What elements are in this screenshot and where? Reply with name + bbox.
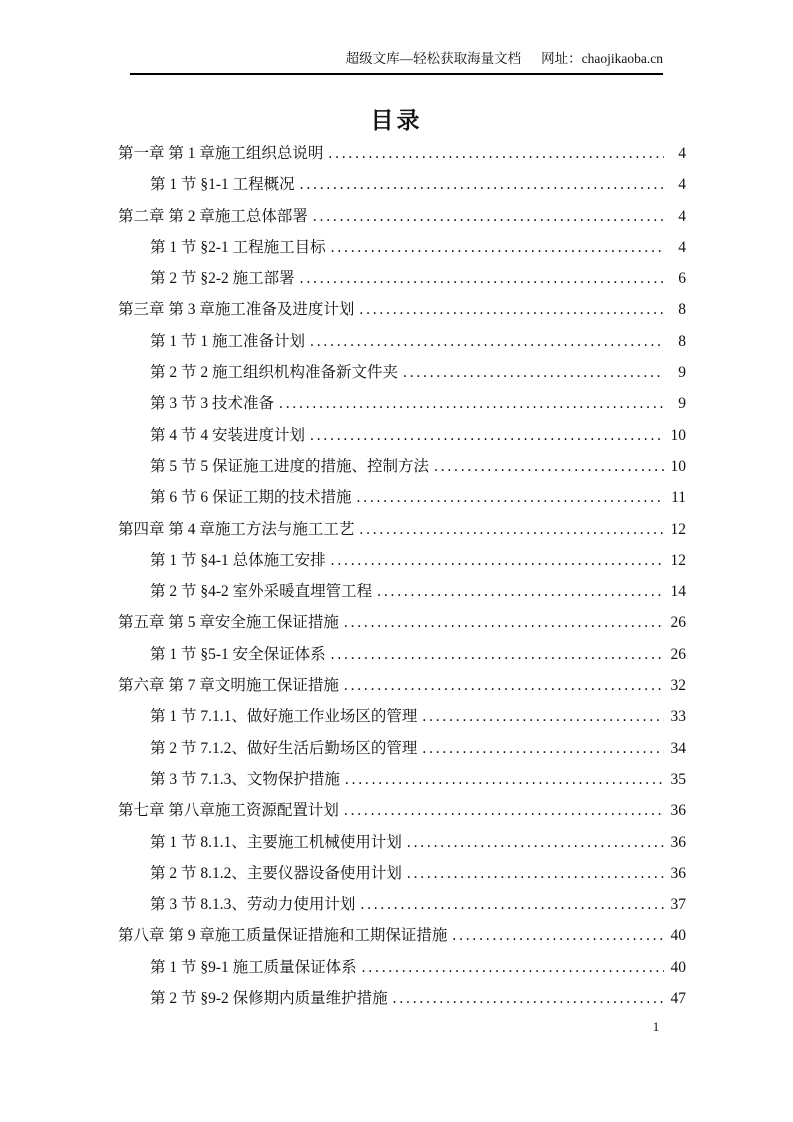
toc-entry-label: 第 1 节 7.1.1、做好施工作业场区的管理 xyxy=(150,708,418,726)
toc-entry-page: 34 xyxy=(670,739,686,757)
toc-entry-label: 第 1 节 1 施工准备计划 xyxy=(150,332,306,350)
toc-entry xyxy=(118,733,686,764)
toc-entry xyxy=(118,701,686,732)
toc-leader-dots xyxy=(310,326,664,357)
toc-entry-label: 第 2 节 8.1.2、主要仪器设备使用计划 xyxy=(150,864,402,882)
toc-entry-label: 第三章 第 3 章施工准备及进度计划 xyxy=(118,301,355,319)
toc-entry-label: 第二章 第 2 章施工总体部署 xyxy=(118,207,308,225)
toc-entry-page: 8 xyxy=(678,301,686,319)
header-url: 网址：chaojikaoba.cn xyxy=(541,51,663,66)
toc-entry-page: 12 xyxy=(670,551,686,569)
toc-leader-dots xyxy=(452,920,664,951)
toc-entry-page: 4 xyxy=(678,145,686,162)
toc-entry-page: 10 xyxy=(670,426,686,444)
toc-entry-page: 8 xyxy=(678,332,686,350)
toc-entry xyxy=(118,232,686,263)
toc-entry-label: 第五章 第 5 章安全施工保证措施 xyxy=(118,614,339,632)
toc-leader-dots xyxy=(359,294,664,325)
toc-leader-dots xyxy=(344,670,664,701)
toc-leader-dots xyxy=(377,576,664,607)
toc-entry xyxy=(118,639,686,670)
toc-entry xyxy=(118,482,686,513)
toc-entry-page: 4 xyxy=(678,176,686,194)
toc-entry-page: 32 xyxy=(670,677,686,695)
toc-entry xyxy=(118,294,686,325)
toc-entry-label: 第 2 节 §4-2 室外采暖直埋管工程 xyxy=(150,583,373,601)
toc-leader-dots xyxy=(300,263,664,294)
toc-entry xyxy=(118,357,686,388)
toc-entry-page: 37 xyxy=(670,896,686,914)
toc-entry-page: 9 xyxy=(678,364,686,382)
toc-entry-page: 11 xyxy=(671,489,686,507)
toc-entry xyxy=(118,920,686,951)
toc-leader-dots xyxy=(434,451,664,482)
toc-entry xyxy=(118,201,686,232)
toc-leader-dots xyxy=(313,201,664,232)
toc-entry xyxy=(118,326,686,357)
toc-entry-page: 6 xyxy=(678,270,686,288)
toc-leader-dots xyxy=(403,357,664,388)
toc-entry xyxy=(118,263,686,294)
toc-leader-dots xyxy=(310,420,664,451)
toc-entry-page: 40 xyxy=(670,958,686,976)
toc-leader-dots xyxy=(345,764,664,795)
page-header xyxy=(130,50,663,75)
toc-leader-dots xyxy=(359,514,664,545)
toc-entry-label: 第 6 节 6 保证工期的技术措施 xyxy=(150,489,352,507)
toc-entry xyxy=(118,514,686,545)
toc-entry-page: 4 xyxy=(678,238,686,256)
toc-entry-label: 第 2 节 7.1.2、做好生活后勤场区的管理 xyxy=(150,739,418,757)
toc-entry-page: 26 xyxy=(670,614,686,632)
toc-entry xyxy=(118,451,686,482)
toc-entry-label: 第 1 节 §9-1 施工质量保证体系 xyxy=(150,958,357,976)
toc-leader-dots xyxy=(344,795,664,826)
toc-entry-label: 第 1 节 §5-1 安全保证体系 xyxy=(150,645,326,663)
toc-entry-page: 12 xyxy=(670,520,686,538)
toc-entry-page: 40 xyxy=(670,927,686,945)
toc-leader-dots xyxy=(344,607,664,638)
toc-entry-page: 47 xyxy=(670,990,686,1008)
toc-leader-dots xyxy=(407,827,664,858)
toc-entry xyxy=(118,670,686,701)
toc-entry-label: 第 1 节 §4-1 总体施工安排 xyxy=(150,551,326,569)
table-of-contents xyxy=(118,138,686,1014)
toc-entry-page: 36 xyxy=(670,864,686,882)
toc-entry-label: 第八章 第 9 章施工质量保证措施和工期保证措施 xyxy=(118,927,448,945)
toc-entry xyxy=(118,795,686,826)
toc-leader-dots xyxy=(328,138,664,169)
toc-entry-label: 第四章 第 4 章施工方法与施工工艺 xyxy=(118,520,355,538)
toc-entry-page: 14 xyxy=(670,583,686,601)
toc-entry-label: 第 1 节 8.1.1、主要施工机械使用计划 xyxy=(150,833,402,851)
toc-entry-label: 第一章 第 1 章施工组织总说明 xyxy=(118,145,324,162)
toc-entry-label: 第 2 节 §2-2 施工部署 xyxy=(150,270,295,288)
toc-leader-dots xyxy=(300,169,664,200)
toc-entry-page: 10 xyxy=(670,457,686,475)
page-title: 目录 xyxy=(370,108,423,133)
toc-entry-page: 36 xyxy=(670,833,686,851)
toc-entry-label: 第 4 节 4 安装进度计划 xyxy=(150,426,306,444)
toc-entry-label: 第 3 节 7.1.3、文物保护措施 xyxy=(150,770,340,788)
toc-leader-dots xyxy=(331,232,664,263)
toc-leader-dots xyxy=(357,482,664,513)
toc-entry-page: 36 xyxy=(670,802,686,820)
toc-entry xyxy=(118,607,686,638)
toc-entry-label: 第 5 节 5 保证施工进度的措施、控制方法 xyxy=(150,457,430,475)
toc-leader-dots xyxy=(331,545,664,576)
toc-entry-label: 第七章 第八章施工资源配置计划 xyxy=(118,802,339,820)
toc-entry xyxy=(118,889,686,920)
toc-entry-label: 第 3 节 3 技术准备 xyxy=(150,395,275,413)
toc-entry-label: 第 1 节 §1-1 工程概况 xyxy=(150,176,295,194)
toc-entry-page: 35 xyxy=(670,770,686,788)
toc-entry-page: 26 xyxy=(670,645,686,663)
toc-entry xyxy=(118,169,686,200)
toc-leader-dots xyxy=(422,701,664,732)
toc-leader-dots xyxy=(360,889,664,920)
toc-entry-label: 第 3 节 8.1.3、劳动力使用计划 xyxy=(150,896,356,914)
toc-entry xyxy=(118,858,686,889)
toc-leader-dots xyxy=(362,952,664,983)
toc-leader-dots xyxy=(331,639,664,670)
toc-entry-label: 第 2 节 2 施工组织机构准备新文件夹 xyxy=(150,364,399,382)
toc-entry xyxy=(118,138,686,169)
toc-entry-page: 33 xyxy=(670,708,686,726)
toc-entry-label: 第 2 节 §9-2 保修期内质量维护措施 xyxy=(150,990,388,1008)
header-site-name: 超级文库—轻松获取海量文档 xyxy=(345,51,522,66)
toc-entry-page: 4 xyxy=(678,207,686,225)
toc-leader-dots xyxy=(422,733,664,764)
toc-entry xyxy=(118,827,686,858)
toc-entry xyxy=(118,576,686,607)
footer-page-number: 1 xyxy=(652,1019,660,1034)
toc-entry xyxy=(118,764,686,795)
toc-leader-dots xyxy=(393,983,664,1014)
toc-entry-page: 9 xyxy=(678,395,686,413)
toc-entry xyxy=(118,983,686,1014)
toc-entry xyxy=(118,388,686,419)
toc-entry xyxy=(118,420,686,451)
toc-entry-label: 第 1 节 §2-1 工程施工目标 xyxy=(150,238,326,256)
toc-entry xyxy=(118,545,686,576)
toc-leader-dots xyxy=(279,388,664,419)
toc-entry xyxy=(118,952,686,983)
toc-entry-label: 第六章 第 7 章文明施工保证措施 xyxy=(118,677,339,695)
toc-leader-dots xyxy=(407,858,664,889)
